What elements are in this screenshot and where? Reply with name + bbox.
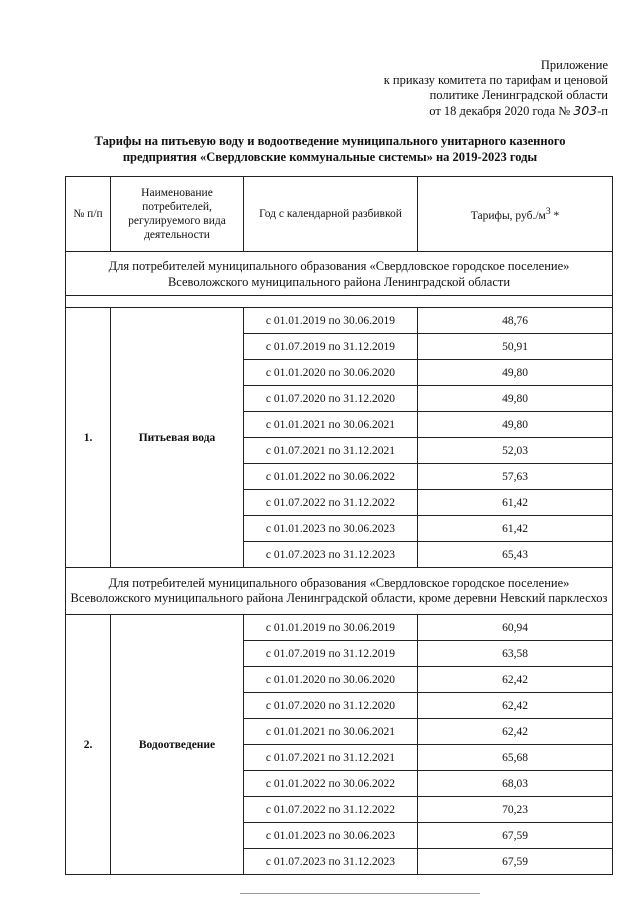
title-line-2: предприятия «Свердловские коммунальные системы» на 2019-2023 годы (122, 150, 538, 164)
period-cell: с 01.07.2022 по 31.12.2022 (244, 490, 418, 516)
group-heading-row (66, 252, 613, 296)
table-row (66, 615, 613, 641)
appendix-block (308, 58, 608, 119)
group-heading: Для потребителей муниципального образования «Свердловское городское поселение» Всеволожского муниципального района Ленинградской области, кроме деревни Невский парклесхоз (66, 568, 613, 615)
period-cell: с 01.01.2023 по 30.06.2023 (244, 823, 418, 849)
period-cell: с 01.01.2020 по 30.06.2020 (244, 667, 418, 693)
header-tariff (418, 177, 613, 252)
header-tariff-mark: * (553, 209, 560, 222)
tariff-cell: 70,23 (418, 797, 613, 823)
tariff-cell: 67,59 (418, 823, 613, 849)
tariff-cell: 62,42 (418, 693, 613, 719)
period-cell: с 01.07.2022 по 31.12.2022 (244, 797, 418, 823)
header-consumer-name: Наименование потребителей, регулируемого вида деятельности (111, 177, 244, 252)
group-heading: Для потребителей муниципального образования «Свердловское городское поселение» Всеволожского муниципального района Ленинградской области (66, 252, 613, 296)
period-cell: с 01.01.2022 по 30.06.2022 (244, 464, 418, 490)
period-cell: с 01.07.2023 по 31.12.2023 (244, 849, 418, 875)
period-cell: с 01.01.2019 по 30.06.2019 (244, 615, 418, 641)
tariff-cell: 50,91 (418, 334, 613, 360)
period-cell: с 01.01.2021 по 30.06.2021 (244, 412, 418, 438)
scan-edge-line (240, 893, 480, 894)
appendix-date: от 18 декабря 2020 года № (429, 104, 571, 118)
appendix-order-ref: к приказу комитета по тарифам и ценовой (383, 73, 608, 87)
tariff-cell: 49,80 (418, 360, 613, 386)
header-number: № п/п (66, 177, 111, 252)
appendix-date-line (308, 103, 608, 119)
period-cell: с 01.07.2023 по 31.12.2023 (244, 542, 418, 568)
header-period: Год с календарной разбивкой (244, 177, 418, 252)
tariff-cell: 60,94 (418, 615, 613, 641)
tariff-cell: 61,42 (418, 516, 613, 542)
appendix-committee: политике Ленинградской области (429, 88, 608, 102)
period-cell: с 01.01.2023 по 30.06.2023 (244, 516, 418, 542)
period-cell: с 01.07.2019 по 31.12.2019 (244, 334, 418, 360)
table-row (66, 308, 613, 334)
tariff-cell: 65,68 (418, 745, 613, 771)
spacer-row (66, 296, 613, 308)
tariff-cell: 48,76 (418, 308, 613, 334)
tariff-table (65, 176, 613, 875)
period-cell: с 01.07.2020 по 31.12.2020 (244, 386, 418, 412)
period-cell: с 01.07.2020 по 31.12.2020 (244, 693, 418, 719)
order-number-suffix: -п (597, 104, 608, 118)
period-cell: с 01.07.2021 по 31.12.2021 (244, 745, 418, 771)
appendix-label: Приложение (540, 58, 608, 72)
tariff-cell: 63,58 (418, 641, 613, 667)
period-cell: с 01.01.2019 по 30.06.2019 (244, 308, 418, 334)
header-tariff-sup: 3 (545, 206, 551, 218)
tariff-cell: 67,59 (418, 849, 613, 875)
period-cell: с 01.01.2021 по 30.06.2021 (244, 719, 418, 745)
tariff-cell: 65,43 (418, 542, 613, 568)
period-cell: с 01.07.2019 по 31.12.2019 (244, 641, 418, 667)
group-heading-row (66, 568, 613, 615)
tariff-cell: 61,42 (418, 490, 613, 516)
tariff-cell: 62,42 (418, 719, 613, 745)
tariff-cell: 68,03 (418, 771, 613, 797)
tariff-cell: 57,63 (418, 464, 613, 490)
tariff-cell: 49,80 (418, 412, 613, 438)
tariff-cell: 49,80 (418, 386, 613, 412)
title-line-1: Тарифы на питьевую воду и водоотведение муниципального унитарного казенного (94, 134, 566, 148)
period-cell: с 01.01.2020 по 30.06.2020 (244, 360, 418, 386)
document-title (40, 133, 620, 165)
table-header-row (66, 177, 613, 252)
order-number: 303 (573, 103, 598, 118)
row-number: 2. (66, 615, 111, 875)
service-name: Водоотведение (111, 615, 244, 875)
spacer-cell (66, 296, 613, 308)
tariff-cell: 52,03 (418, 438, 613, 464)
header-tariff-label: Тарифы, руб./м (470, 209, 546, 222)
service-name: Питьевая вода (111, 308, 244, 568)
period-cell: с 01.07.2021 по 31.12.2021 (244, 438, 418, 464)
row-number: 1. (66, 308, 111, 568)
period-cell: с 01.01.2022 по 30.06.2022 (244, 771, 418, 797)
tariff-cell: 62,42 (418, 667, 613, 693)
